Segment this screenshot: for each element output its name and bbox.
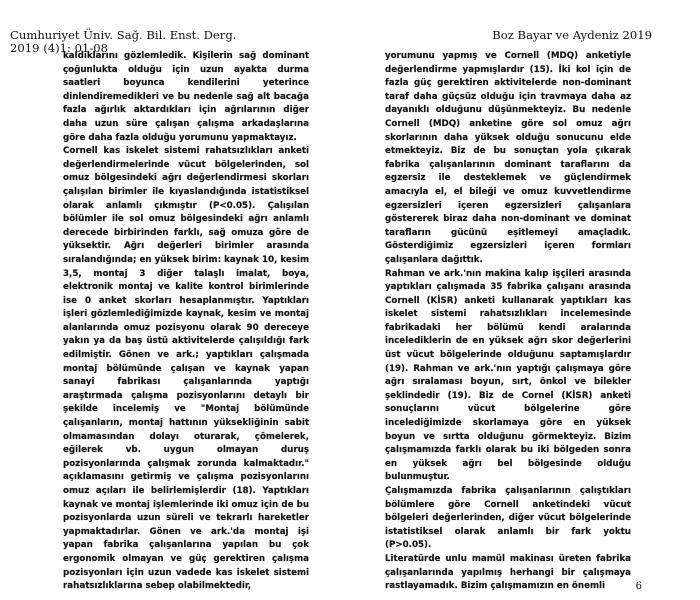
- journal-volume: 2019 (4)1: 01-08: [10, 41, 109, 55]
- body-paragraph: Çalışmamızda fabrika çalışanlarının çalıştıkları bölümlere göre Cornell anketindeki vücut bölgeleri değerlerinden, diğer vücut bölgelerinde istatistiksel olarak anlamlı bir fark yoktu (P>0.05).: [385, 486, 631, 551]
- body-paragraph: Cornell kas iskelet sistemi rahatsızlıkları anketi değerlendirmelerinde vücut bölgelerinden, sol omuz bölgesindeki ağrı değerlendirmesi skorları çalışılan birimler ile kıyaslandığında istatistiksel olarak anlamlı çıkmıştır (P<0.05). Çalışılan bölümler ile sol omuz bölgesindeki ağrı anlamlı derecede birbirinden farklı, sağ omuza göre de yüksektir. Ağrı değerleri birimler arasında sıralandığında; en yüksek birim: kaynak 10, kesim 3,5, montaj 3 diğer talaşlı imalat, boya, elektronik montaj ve kalite kontrol birimlerinde ise 0 anket skorları hesaplanmıştır. Yaptıkları işleri gözlemlediğimizde kaynak, kesim ve montaj alanlarında omuz pozisyonu olarak 90 dereceye yakın ya da baş üstü aktivitelerde çalışıldığı fark edilmiştir. Gönen ve ark.; yaptıkları çalışmada montaj bölümünde çalışan ve kaynak yapan sanayi fabrikası çalışanlarında yaptığı araştırmada çalışma pozisyonlarını detaylı bir şekilde incelemiş ve "Montaj bölümünde çalışanların, montaj hattının yüksekliğinin sabit olmamasından dolayı oturarak, çömelerek, eğilerek vb. uygun olmayan duruş pozisyonlarında çalışmak zorunda kalmaktadır." açıklamasını getirmiş ve çalışma pozisyonlarını omuz açıları ile belirlemişlerdir (18). Yaptıkları kaynak ve montaj işlemlerinde iki omuz için de bu pozisyonlarda uzun süreli ve tekrarlı hareketler yapmaktadırlar. Gönen ve ark.'da montaj işi yapan fabrika çalışanlarına yapılan bu çok ergonomik olmayan ve güç gerektiren çalışma pozisyonları için uzun vadede kas iskelet sistemi rahatsızlıklarına sebep olabilmektedir,: [63, 146, 310, 592]
- left-column: [63, 50, 309, 594]
- body-paragraph: Literatürde unlu mamül makinası üreten fabrika çalışanlarında yapılmış herhangi bir çalışmaya rastlayamadık. Bizim çalışmamızın en önemli: [385, 553, 631, 592]
- body-paragraph: kaldıklarını gözlemledik. Kişilerin sağ dominant çoğunlukta olduğu için uzun ayakta durma saatleri boyunca kendilerini yeterince dinlendiremedikleri ve bu nedenle sağ alt bacağa fazla ağırlık aktardıkları için ağrılarının diğer daha uzun süre çalışan çalışma arkadaşlarına göre daha fazla olduğu yorumunu yapmaktayız.: [63, 51, 309, 143]
- journal-name: Cumhuriyet Üniv. Sağ. Bil. Enst. Derg.: [10, 28, 237, 42]
- authors-header: Boz Bayar ve Aydeniz 2019: [492, 28, 652, 42]
- body-paragraph: Rahman ve ark.'nın makina kalıp işçileri arasında yaptıkları çalışmada 35 fabrika çalışanı arasında Cornell (KİSR) anketi kullanarak yaptıkları kas iskelet sistemi rahatsızlıkları incelemesinde fabrikadaki her bölümü kendi aralarında incelediklerin de en yüksek ağrı skor değerlerini üst vücut bölgelerinde olduğunu saptamışlardır (19). Rahman ve ark.'nın yaptığı çalışmaya göre ağrı sıralaması boyun, sırt, önkol ve bilekler şeklindedir (19). Biz de Cornel (KİSR) anketi sonuçlarını vücut bölgelerine göre incelediğimizde skorlamaya göre en yüksek boyun ve sırtta olduğunu görmekteyiz. Bizim çalışmamızda farklı olarak bu iki bölgeden sonra en yüksek ağrı bel bölgesinde olduğu bulunmuştur.: [385, 268, 631, 483]
- body-paragraph: yorumunu yapmış ve Cornell (MDQ) anketiyle değerlendirme yapmışlardır (15). İki kol için de fazla güç gerektiren aktivitelerde non-dominant taraf daha güçsüz olduğu için travmaya daha az dayanıklı olduğunu düşünmekteyiz. Bu nedenle Cornell (MDQ) anketine göre sol omuz ağrı skorlarının daha yüksek olduğu sonucunu elde etmekteyiz. Biz de bu sonuçtan yola çıkarak fabrika çalışanlarının dominant taraflarını da egzersiz ile desteklemek ve güçlendirmek amacıyla el, el bileği ve omuz kuvvetlendirme egzersizleri içeren egzersizleri çalışanlara göstererek biraz daha non-dominant ve dominat tarafların gücünü eşitlemeyi amaçladık. Gösterdiğimiz egzersizleri içeren formları çalışanlara dağıttık.: [385, 51, 631, 265]
- page-number: 6: [635, 581, 642, 592]
- right-column: [385, 50, 631, 594]
